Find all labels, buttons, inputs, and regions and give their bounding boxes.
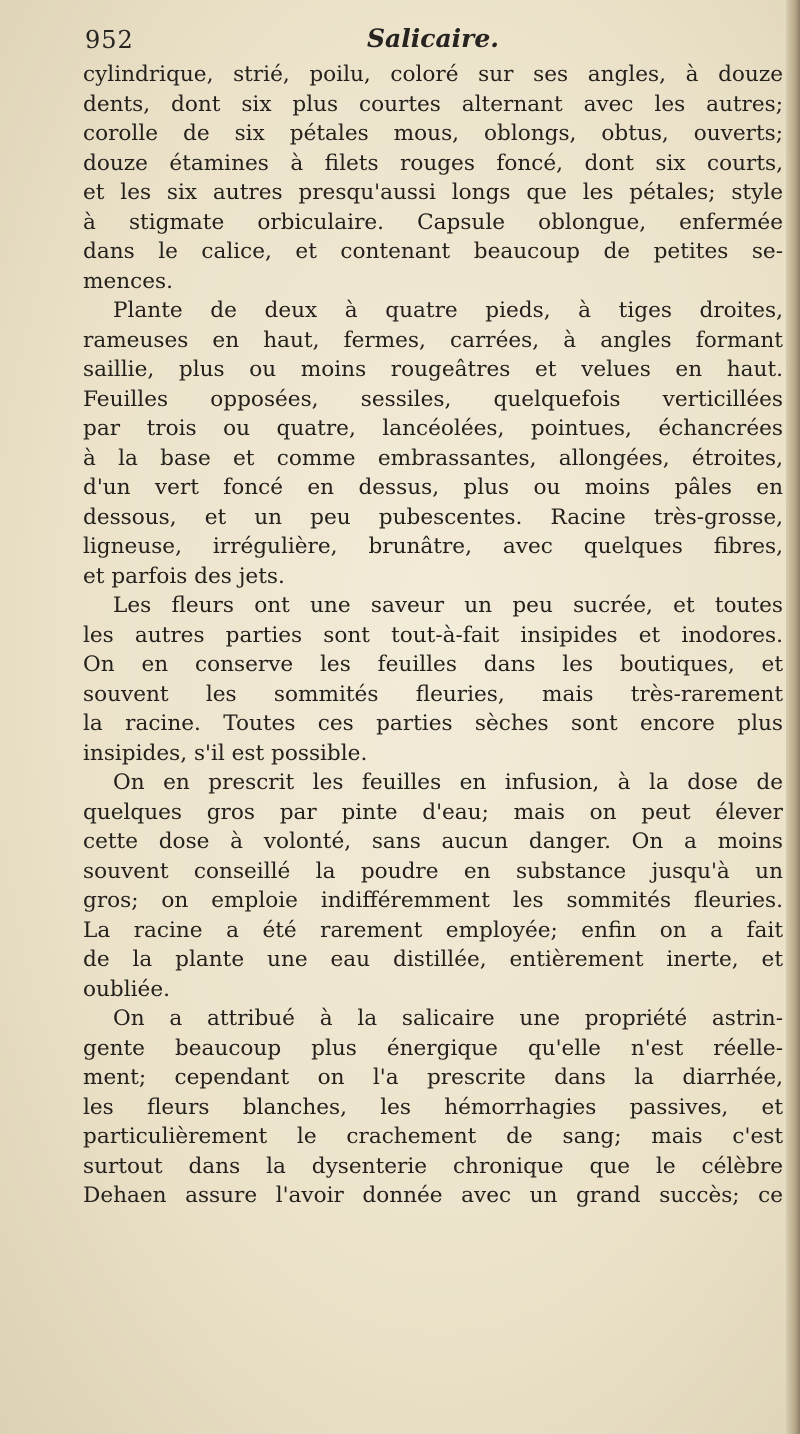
text-line: Plante de deux à quatre pieds, à tiges droites, bbox=[113, 298, 783, 323]
text-line: dessous, et un peu pubescentes. Racine très-grosse, bbox=[83, 504, 783, 530]
text-line: particulièrement le crachement de sang; mais c'est bbox=[83, 1124, 783, 1149]
text-line: la racine. Toutes ces parties sèches sont encore plus bbox=[83, 711, 783, 736]
paragraph bbox=[83, 1004, 783, 1211]
text-line: quelques gros par pinte d'eau; mais on peut élever bbox=[83, 799, 783, 825]
text-line: La racine a été rarement employée; enfin on a fait bbox=[83, 917, 783, 943]
running-title: Salicaire. bbox=[367, 24, 499, 53]
text-line: Feuilles opposées, sessiles, quelquefois verticillées bbox=[83, 386, 783, 412]
text-line: les autres parties sont tout-à-fait insipides et inodores. bbox=[83, 622, 783, 648]
text-line: surtout dans la dysenterie chronique que le célèbre bbox=[83, 1153, 783, 1179]
text-line: insipides, s'il est possible. bbox=[83, 740, 368, 766]
text-line: Dehaen assure l'avoir donnée avec un grand succès; ce bbox=[83, 1183, 783, 1208]
text-line: souvent les sommités fleuries, mais très-rarement bbox=[83, 681, 783, 707]
text-line: d'un vert foncé en dessus, plus ou moins pâles en bbox=[83, 475, 783, 500]
text-line: ligneuse, irrégulière, brunâtre, avec quelques fibres, bbox=[83, 534, 783, 559]
page-edge bbox=[786, 0, 800, 1434]
text-line: mences. bbox=[83, 268, 173, 294]
page-number: 952 bbox=[85, 26, 134, 54]
text-line: souvent conseillé la poudre en substance jusqu'à un bbox=[83, 858, 783, 884]
text-line: cylindrique, strié, poilu, coloré sur ses angles, à douze bbox=[83, 62, 783, 87]
page-header bbox=[85, 22, 785, 62]
paragraph bbox=[83, 296, 783, 591]
text-line: et les six autres presqu'aussi longs que les pétales; style bbox=[83, 180, 783, 205]
text-line: On en conserve les feuilles dans les boutiques, et bbox=[83, 652, 783, 677]
text-line: et parfois des jets. bbox=[83, 563, 285, 589]
text-line: ment; cependant on l'a prescrite dans la diarrhée, bbox=[83, 1065, 783, 1090]
text-line: saillie, plus ou moins rougeâtres et velues en haut. bbox=[83, 357, 783, 382]
text-line: les fleurs blanches, les hémorrhagies passives, et bbox=[83, 1094, 783, 1120]
text-line: gente beaucoup plus énergique qu'elle n'est réelle- bbox=[83, 1035, 783, 1061]
text-line: gros; on emploie indifféremment les sommités fleuries. bbox=[83, 888, 783, 913]
paragraph bbox=[83, 60, 783, 296]
text-line: On a attribué à la salicaire une propriété astrin- bbox=[113, 1006, 783, 1031]
text-line: dans le calice, et contenant beaucoup de petites se- bbox=[83, 239, 783, 264]
text-line: On en prescrit les feuilles en infusion, à la dose de bbox=[113, 770, 783, 795]
text-line: douze étamines à filets rouges foncé, dont six courts, bbox=[83, 150, 783, 176]
text-line: Les fleurs ont une saveur un peu sucrée, et toutes bbox=[113, 593, 783, 618]
text-line: rameuses en haut, fermes, carrées, à angles formant bbox=[83, 327, 783, 353]
text-line: corolle de six pétales mous, oblongs, obtus, ouverts; bbox=[83, 121, 783, 146]
paragraph bbox=[83, 591, 783, 768]
text-line: par trois ou quatre, lancéolées, pointues, échancrées bbox=[83, 416, 783, 441]
text-line: oubliée. bbox=[83, 976, 170, 1002]
body-text bbox=[83, 60, 783, 1211]
text-line: à stigmate orbiculaire. Capsule oblongue, enfermée bbox=[83, 209, 783, 235]
text-line: à la base et comme embrassantes, allongées, étroites, bbox=[83, 445, 783, 471]
text-line: cette dose à volonté, sans aucun danger. On a moins bbox=[83, 829, 783, 854]
paragraph bbox=[83, 768, 783, 1004]
text-line: de la plante une eau distillée, entièrement inerte, et bbox=[83, 947, 783, 972]
text-line: dents, dont six plus courtes alternant avec les autres; bbox=[83, 91, 783, 117]
